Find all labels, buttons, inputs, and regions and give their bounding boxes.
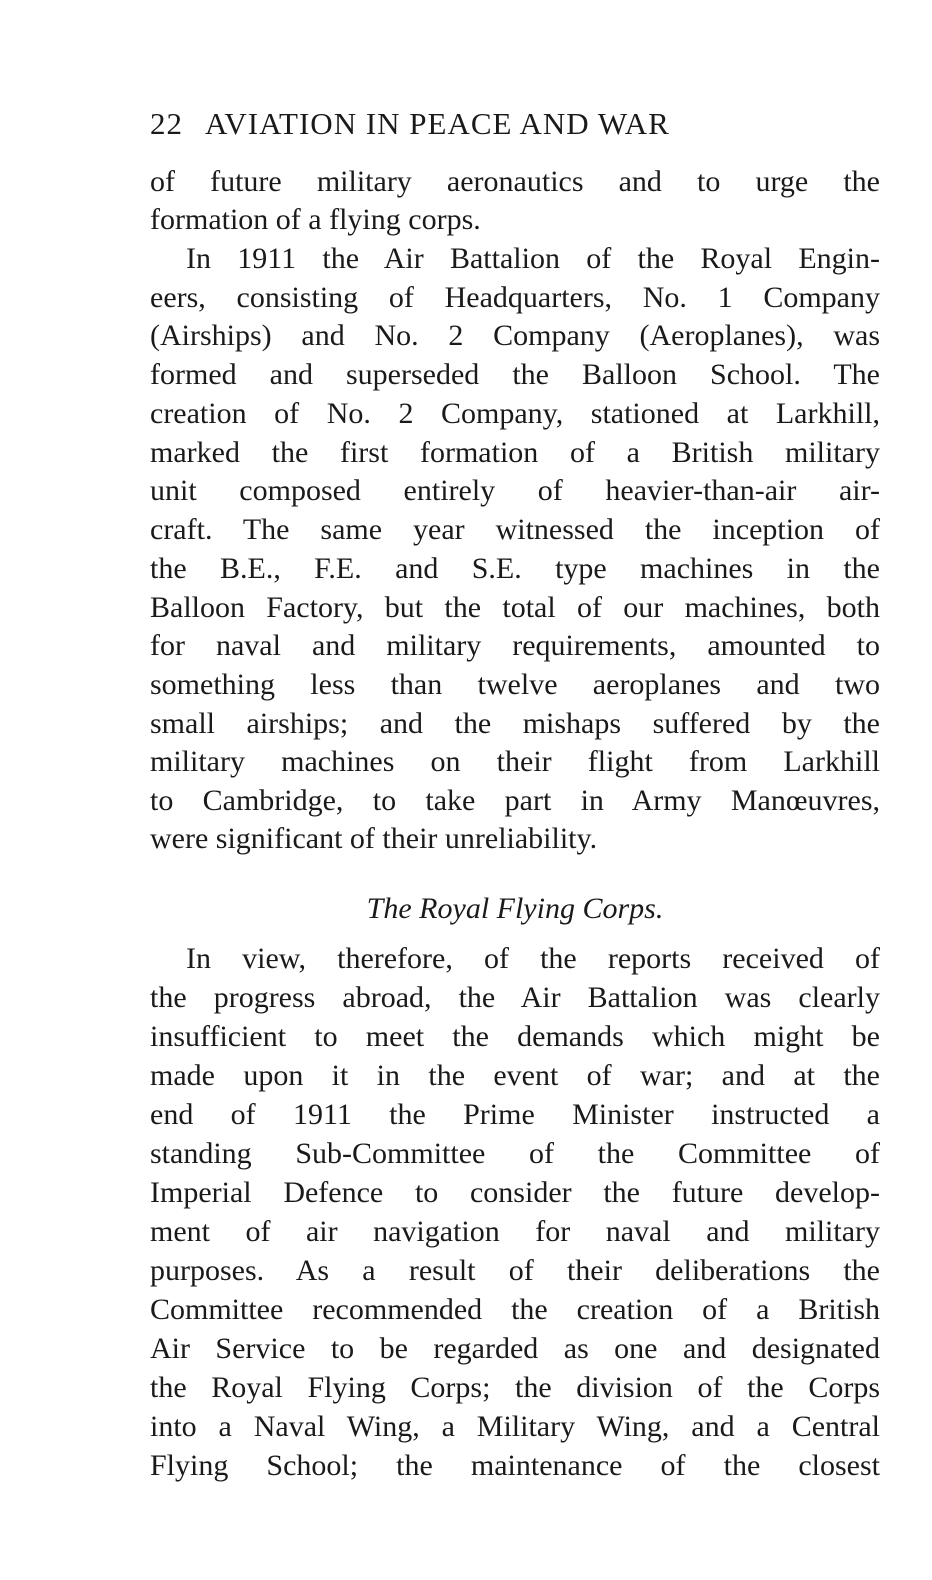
text-line: In view, therefore, of the reports received of xyxy=(186,942,880,975)
text-line: the progress abroad, the Air Battalion was clearly xyxy=(150,981,880,1014)
text-line: eers, consisting of Headquarters, No. 1 Company xyxy=(150,281,880,314)
text-line: Committee recommended the creation of a British xyxy=(150,1293,880,1326)
text-line: of future military aeronautics and to urge the xyxy=(150,165,880,198)
text-line: creation of No. 2 Company, stationed at Larkhill, xyxy=(150,397,880,430)
text-line: Imperial Defence to consider the future develop- xyxy=(150,1176,880,1209)
text-line: the B.E., F.E. and S.E. type machines in the xyxy=(150,552,880,585)
text-line: (Airships) and No. 2 Company (Aeroplanes), was xyxy=(150,319,880,352)
text-line: end of 1911 the Prime Minister instructed a xyxy=(150,1098,880,1131)
text-line: military machines on their flight from Larkhill xyxy=(150,745,880,778)
text-line: into a Naval Wing, a Military Wing, and a Central xyxy=(150,1410,880,1443)
running-title: AVIATION IN PEACE AND WAR xyxy=(205,106,670,141)
text-line: made upon it in the event of war; and at the xyxy=(150,1059,880,1092)
text-line: ment of air navigation for naval and military xyxy=(150,1215,880,1248)
text-line: standing Sub-Committee of the Committee of xyxy=(150,1137,880,1170)
text-line: to Cambridge, to take part in Army Manœuvres, xyxy=(150,784,880,817)
text-line: small airships; and the mishaps suffered by the xyxy=(150,707,880,740)
text-line: something less than twelve aeroplanes and two xyxy=(150,668,880,701)
text-line: the Royal Flying Corps; the division of the Corps xyxy=(150,1371,880,1404)
text-line: for naval and military requirements, amounted to xyxy=(150,629,880,662)
text-line: unit composed entirely of heavier-than-air air- xyxy=(150,474,880,507)
text-line: marked the first formation of a British military xyxy=(150,436,880,469)
text-line: Balloon Factory, but the total of our machines, both xyxy=(150,591,880,624)
running-head xyxy=(150,105,830,143)
text-line: were significant of their unreliability. xyxy=(150,822,598,855)
text-line: craft. The same year witnessed the inception of xyxy=(150,513,880,546)
text-line: insufficient to meet the demands which might be xyxy=(150,1020,880,1053)
text-line: In 1911 the Air Battalion of the Royal Engin- xyxy=(186,242,880,275)
text-line: Air Service to be regarded as one and designated xyxy=(150,1332,880,1365)
page-number: 22 xyxy=(150,106,183,141)
text-line: Flying School; the maintenance of the closest xyxy=(150,1449,880,1482)
text-line: formed and superseded the Balloon School. The xyxy=(150,358,880,391)
section-heading: The Royal Flying Corps. xyxy=(366,892,664,925)
text-line: purposes. As a result of their deliberations the xyxy=(150,1254,880,1287)
text-line: formation of a flying corps. xyxy=(150,203,481,236)
